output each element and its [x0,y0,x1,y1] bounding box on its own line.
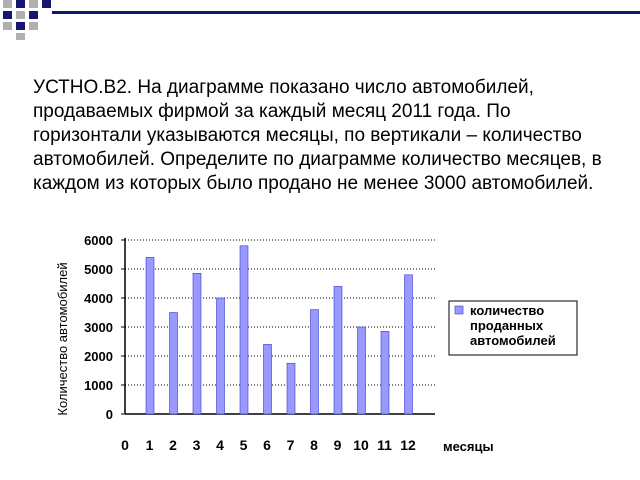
y-tick-label: 2000 [84,349,113,364]
y-axis-title: Количество автомобилей [55,262,70,416]
x-tick-label: 10 [353,437,369,453]
legend-label: количество [470,303,545,318]
x-tick-label: 4 [216,437,224,453]
x-tick-label: 8 [310,437,318,453]
bar [405,275,413,414]
x-tick-label: 2 [169,437,177,453]
legend-label: автомобилей [470,333,556,348]
bar [170,313,178,415]
bar [358,327,366,414]
y-tick-label: 4000 [84,291,113,306]
x-tick-label: 9 [333,437,342,453]
bar [287,363,295,414]
bar [381,331,389,414]
x-tick-label: 11 [377,437,392,453]
bar [334,286,342,414]
x-tick-label: 3 [192,437,201,453]
legend-swatch [455,306,463,314]
y-tick-label: 1000 [84,378,113,393]
problem-text: На диаграмме показано число автомобилей, продаваемых фирмой за каждый месяц 2011 года. По горизонтали указываются месяцы, по вертикали – количество автомобилей. Определите по диаграмме количество месяцев, в каждом из которых было продано не менее 3000 автомобилей. [33,77,602,194]
bar [193,273,201,414]
y-tick-label: 0 [105,407,113,422]
x-axis-title: месяцы [443,439,494,454]
x-tick-label: 0 [121,437,129,453]
bar [264,344,272,414]
bar [217,298,225,414]
x-tick-label: 12 [400,437,416,453]
bar [146,257,154,414]
y-tick-label: 6000 [84,233,113,248]
x-tick-label: 5 [239,437,248,453]
legend-label: проданных [470,318,544,333]
y-tick-label: 5000 [84,262,113,277]
bar [240,246,248,414]
x-tick-label: 7 [286,437,295,453]
y-tick-label: 3000 [84,320,113,335]
bar [311,310,319,414]
x-tick-label: 1 [145,437,154,453]
problem-label: УСТНО.В2. [33,77,133,98]
x-tick-label: 6 [263,437,271,453]
